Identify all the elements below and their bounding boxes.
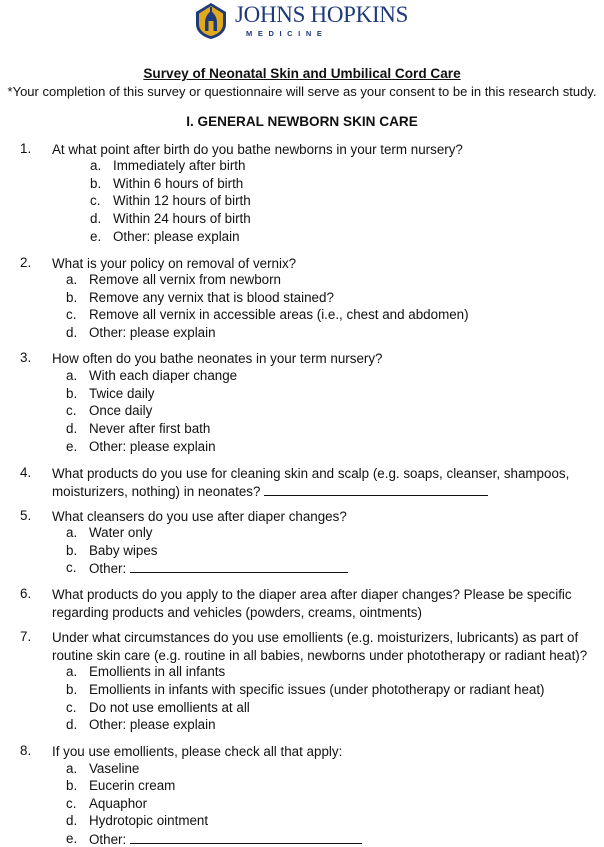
question-text: How often do you bathe neonates in your term nursery?	[52, 351, 383, 366]
question-text: If you use emollients, please check all that apply:	[52, 744, 343, 759]
answer-blank[interactable]	[130, 560, 348, 573]
option-letter: b.	[90, 176, 102, 191]
option-letter: d.	[66, 717, 78, 732]
option-text: Remove any vernix that is blood stained?	[89, 290, 334, 305]
option-text: Immediately after birth	[113, 158, 246, 173]
option-text: Baby wipes	[89, 543, 158, 558]
option-text: Once daily	[89, 403, 153, 418]
option-letter: e.	[90, 229, 102, 244]
question-text: What cleansers do you use after diaper changes?	[52, 509, 347, 524]
option-letter: d.	[66, 421, 78, 436]
option-text: Never after first bath	[89, 421, 211, 436]
question-text: At what point after birth do you bathe newborns in your term nursery?	[52, 142, 463, 157]
question-number: 7.	[20, 629, 32, 644]
option-text: Water only	[89, 525, 153, 540]
option-text: Emollients in infants with specific issues (under phototherapy or radiant heat)	[89, 682, 545, 697]
question-text: What products do you apply to the diaper area after diaper changes? Please be specific regarding products and vehicles (powders, creams, ointments)	[52, 587, 572, 620]
option-text: Other: please explain	[113, 229, 240, 244]
consent-note: *Your completion of this survey or questionnaire will serve as your consent to be in this research study.	[7, 84, 597, 99]
option-letter: d.	[90, 211, 102, 226]
option-text: Remove all vernix from newborn	[89, 272, 282, 287]
question-number: 1.	[20, 141, 32, 156]
option-letter: a.	[66, 761, 78, 776]
question-number: 5.	[20, 508, 32, 523]
option-text: Within 24 hours of birth	[113, 211, 251, 226]
option-letter: b.	[66, 543, 78, 558]
option-text: Vaseline	[89, 761, 140, 776]
question-number: 6.	[20, 586, 32, 601]
question-number: 3.	[20, 350, 32, 365]
option-text: Within 6 hours of birth	[113, 176, 244, 191]
option-letter: a.	[66, 368, 78, 383]
option-letter: e.	[66, 439, 78, 454]
option-text: Hydrotopic ointment	[89, 813, 209, 828]
option-letter: d.	[66, 813, 78, 828]
answer-blank[interactable]	[130, 831, 362, 844]
option-text: Emollients in all infants	[89, 664, 226, 679]
option-text: Aquaphor	[89, 796, 148, 811]
option-letter: c.	[66, 307, 77, 322]
answer-blank[interactable]	[264, 483, 488, 496]
option-letter: e.	[66, 831, 78, 846]
option-text: Other:	[89, 832, 127, 847]
option-text: Eucerin cream	[89, 778, 176, 793]
option-letter: b.	[66, 682, 78, 697]
option-letter: b.	[66, 290, 78, 305]
option-letter: d.	[66, 325, 78, 340]
option-letter: a.	[66, 272, 78, 287]
logo-name: JOHNS HOPKINS	[235, 2, 409, 27]
option-letter: a.	[90, 158, 102, 173]
shield-crest-icon	[193, 2, 229, 40]
option-letter: b.	[66, 386, 78, 401]
question-number: 2.	[20, 255, 32, 270]
option-text: Do not use emollients at all	[89, 700, 250, 715]
option-text: Other: please explain	[89, 439, 216, 454]
option-letter: c.	[66, 560, 77, 575]
option-text: Other:	[89, 561, 127, 576]
option-text: With each diaper change	[89, 368, 238, 383]
option-letter: c.	[66, 403, 77, 418]
option-letter: b.	[66, 778, 78, 793]
option-letter: c.	[90, 193, 101, 208]
section-heading: I. GENERAL NEWBORN SKIN CARE	[186, 114, 418, 129]
question-text: What is your policy on removal of vernix?	[52, 256, 297, 271]
question-text: Under what circumstances do you use emollients (e.g. moisturizers, lubricants) as part of routine skin care (e.g. routine in all babies, newborns under phototherapy or radiant heat)?	[52, 630, 588, 663]
option-text: Other: please explain	[89, 325, 216, 340]
option-text: Remove all vernix in accessible areas (i.e., chest and abdomen)	[89, 307, 469, 322]
option-letter: c.	[66, 700, 77, 715]
option-text: Other: please explain	[89, 717, 216, 732]
question-number: 8.	[20, 743, 32, 758]
option-text: Twice daily	[89, 386, 155, 401]
question-number: 4.	[20, 465, 32, 480]
option-letter: a.	[66, 664, 78, 679]
option-letter: c.	[66, 796, 77, 811]
question-text: What products do you use for cleaning skin and scalp (e.g. soaps, cleanser, shampoos, moisturizers, nothing) in neonates?	[52, 466, 570, 499]
logo-subtitle: MEDICINE	[246, 29, 328, 38]
option-text: Within 12 hours of birth	[113, 193, 251, 208]
option-letter: a.	[66, 525, 78, 540]
survey-title: Survey of Neonatal Skin and Umbilical Cord Care	[143, 66, 461, 81]
